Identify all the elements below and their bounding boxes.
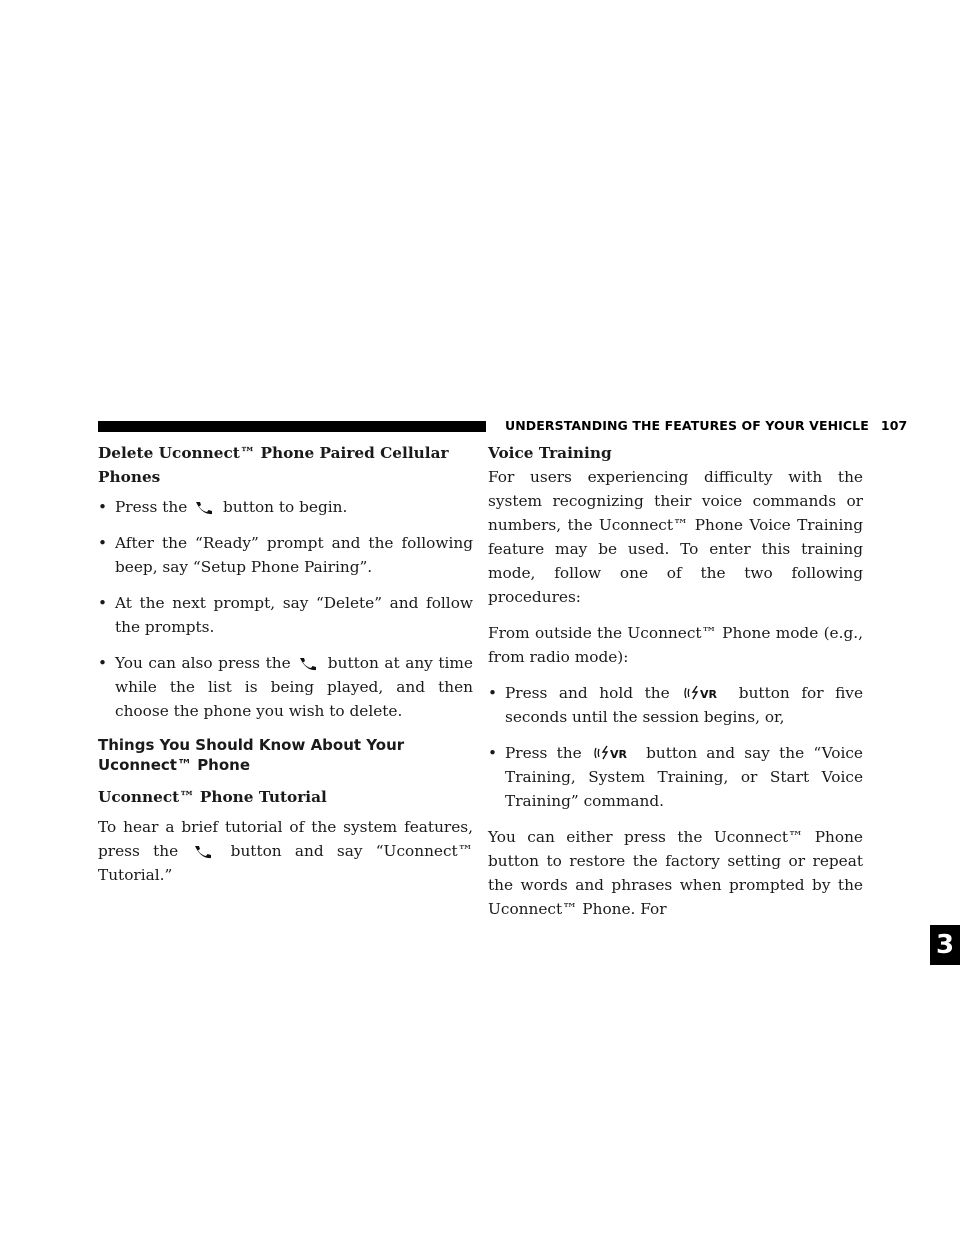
bullet: • (98, 534, 108, 552)
right-column (488, 441, 863, 933)
bullet: • (98, 654, 108, 672)
voice-training-paragraph: For users experiencing difficulty with the system recognizing their voice commands or numbers, the Uconnect™ Phone Voice Training feature may be used. To enter this training mode, follow one of the two following procedures: (488, 468, 863, 606)
running-header (505, 418, 907, 433)
list-item: • Press the button to begin. (98, 495, 473, 519)
chapter-tab: 3 (930, 925, 960, 965)
phone-icon (193, 845, 213, 859)
running-title: UNDERSTANDING THE FEATURES OF YOUR VEHICLE (505, 418, 869, 433)
list-item: • At the next prompt, say “Delete” and follow the prompts. (98, 591, 473, 639)
list-item: • You can also press the button at any time while the list is being played, and then choose the phone you wish to delete. (98, 651, 473, 723)
phone-icon (194, 501, 214, 515)
svg-text:VR: VR (609, 748, 627, 761)
bullet: • (488, 684, 498, 702)
voice-recognition-icon (683, 683, 723, 701)
list-item: • After the “Ready” prompt and the following beep, say “Setup Phone Pairing”. (98, 531, 473, 579)
delete-phones-heading: Delete Uconnect™ Phone Paired Cellular Phones (98, 444, 449, 486)
outside-mode-paragraph: From outside the Uconnect™ Phone mode (e.g., from radio mode): (488, 624, 863, 666)
things-to-know-heading: Things You Should Know About Your Uconnect™ Phone (98, 736, 405, 774)
header-rule-bar (98, 421, 486, 432)
page-number: 107 (880, 418, 908, 433)
bullet: • (488, 744, 498, 762)
left-column (98, 441, 473, 899)
restore-paragraph: You can either press the Uconnect™ Phone button to restore the factory setting or repeat the words and phrases when prompted by the Uconnect™ Phone. For (488, 828, 863, 918)
delete-steps-list (98, 495, 473, 723)
tutorial-heading: Uconnect™ Phone Tutorial (98, 788, 327, 806)
tutorial-paragraph: To hear a brief tutorial of the system features, press the button and say “Uconnect™ Tutorial.” (98, 818, 473, 884)
voice-training-heading: Voice Training (488, 444, 612, 462)
svg-text:VR: VR (700, 688, 718, 701)
voice-steps-list (488, 681, 863, 813)
voice-recognition-icon (593, 743, 633, 761)
bullet: • (98, 594, 108, 612)
bullet: • (98, 498, 108, 516)
list-item: • Press the VR button and say the “Voice Training, System Training, or Start Voice Training” command. (488, 741, 863, 813)
phone-icon (298, 657, 318, 671)
list-item: • Press and hold the VR button for five seconds until the session begins, or, (488, 681, 863, 729)
